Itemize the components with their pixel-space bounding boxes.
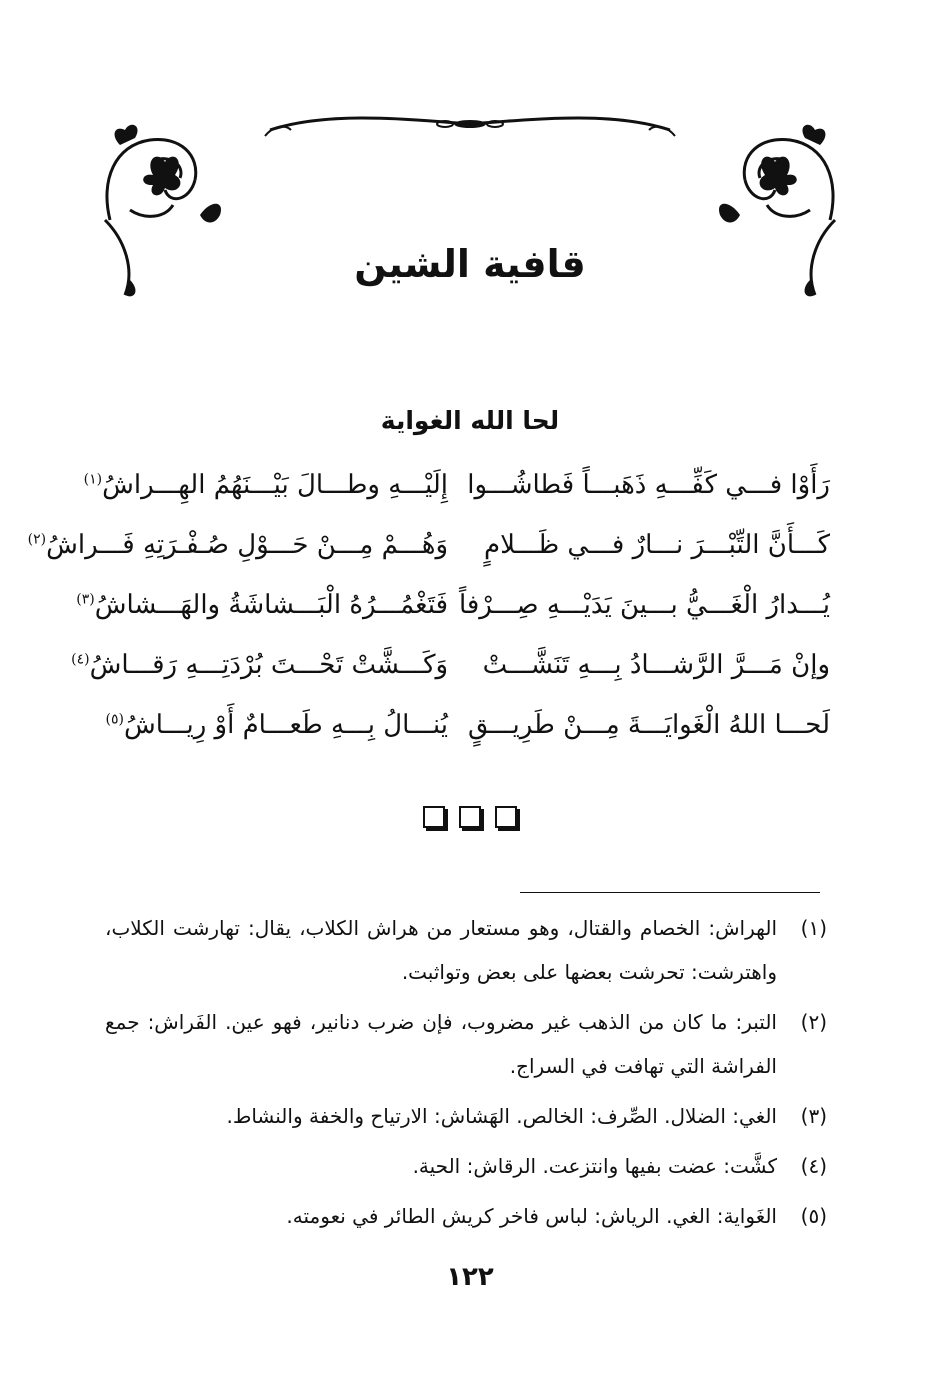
poem <box>27 455 830 755</box>
verse-1 <box>83 455 830 515</box>
footnote-5 <box>105 1194 827 1238</box>
footnote-1 <box>105 906 827 994</box>
poem-title: لحا الله الغواية <box>380 406 560 435</box>
footnote-number: (٣) <box>800 1104 827 1128</box>
footnote-number: (٥) <box>800 1204 827 1228</box>
hemistich-text: وَكَـــشَّتْ تَحْـــتَ بُرْدَتِـــهِ رَقـــاشُ <box>89 650 448 680</box>
hemistich-text: يُنـــالُ بِـــهِ طَعـــامٌ أَوْ رِيـــاشُ <box>123 710 448 740</box>
page-number: ١٢٢ <box>446 1262 494 1292</box>
verse-3 <box>76 575 830 635</box>
verse-5 <box>105 695 830 755</box>
footnotes <box>105 906 827 1244</box>
footnote-text: الغي: الضلال. الصِّرف: الخالص. الهَشاش: الارتياح والخفة والنشاط. <box>226 1104 777 1128</box>
separator-box <box>423 806 445 828</box>
footnote-marker: (١) <box>83 471 103 488</box>
section-separator <box>0 806 940 828</box>
footnote-number: (٤) <box>800 1154 827 1178</box>
verse-second-hemistich <box>71 650 448 680</box>
verse-2 <box>27 515 830 575</box>
separator-box <box>495 806 517 828</box>
verse-first-hemistich: رَأَوْا فـــي كَفِّـــهِ ذَهَبـــاً فَطاشُـــوا <box>467 470 830 500</box>
footnote-marker: (٣) <box>76 591 95 608</box>
hemistich-text: وَهُـــمْ مِـــنْ حَـــوْلِ صُـفْـرَتِهِ فَـــراشُ <box>46 530 448 560</box>
verse-first-hemistich: لَحـــا اللهُ الْغَوايَـــةَ مِـــنْ طَرِيـــقٍ <box>468 710 830 740</box>
verse-4 <box>71 635 830 695</box>
footnote-number: (١) <box>800 916 827 940</box>
footnote-text: التبر: ما كان من الذهب غير مضروب، فإن ضرب دنانير، فهو عين. الفَراش: جمع الفراشة التي تهافت في السراج. <box>105 1010 777 1078</box>
verse-first-hemistich: كَـــأَنَّ التِّبْـــرَ نـــارٌ فـــي ظَـــلامٍ <box>483 530 830 560</box>
footnote-marker: (٤) <box>71 651 90 668</box>
footnote-marker: (٢) <box>27 531 47 548</box>
verse-first-hemistich: وإنْ مَـــرَّ الرَّشـــادُ بِـــهِ تَنَشَّـــتْ <box>482 650 830 680</box>
verse-second-hemistich <box>105 710 448 740</box>
footnote-2 <box>105 1000 827 1088</box>
verse-second-hemistich <box>27 530 448 560</box>
hemistich-text: إِلَيْـــهِ وطـــالَ بَيْـــنَهُمُ الهِـــراشُ <box>102 470 448 500</box>
hemistich-text: فَتَغْمُـــرُهُ الْبَـــشاشَةُ والهَـــشاشُ <box>94 590 448 620</box>
verse-second-hemistich <box>76 590 448 620</box>
footnote-rule <box>520 892 820 893</box>
footnote-text: الهراش: الخصام والقتال، وهو مستعار من هراش الكلاب، يقال: تهارشت الكلاب، واهترشت: تحرشت بعضها على بعض وتواثبت. <box>105 916 777 984</box>
footnote-4 <box>105 1144 827 1188</box>
verse-first-hemistich: يُـــدارُ الْغَـــيُّ بـــينَ يَدَيْـــهِ صِـــرْفاً <box>458 590 830 620</box>
verse-second-hemistich <box>83 470 448 500</box>
chapter-title: قافية الشين <box>354 242 586 286</box>
footnote-marker: (٥) <box>105 711 124 728</box>
footnote-text: كشَّت: عضت بفيها وانتزعت. الرقاش: الحية. <box>412 1154 777 1178</box>
footnote-3 <box>105 1094 827 1138</box>
separator-box <box>459 806 481 828</box>
footnote-number: (٢) <box>800 1010 827 1034</box>
footnote-text: الغَواية: الغي. الرياش: لباس فاخر كريش الطائر في نعومته. <box>286 1204 777 1228</box>
